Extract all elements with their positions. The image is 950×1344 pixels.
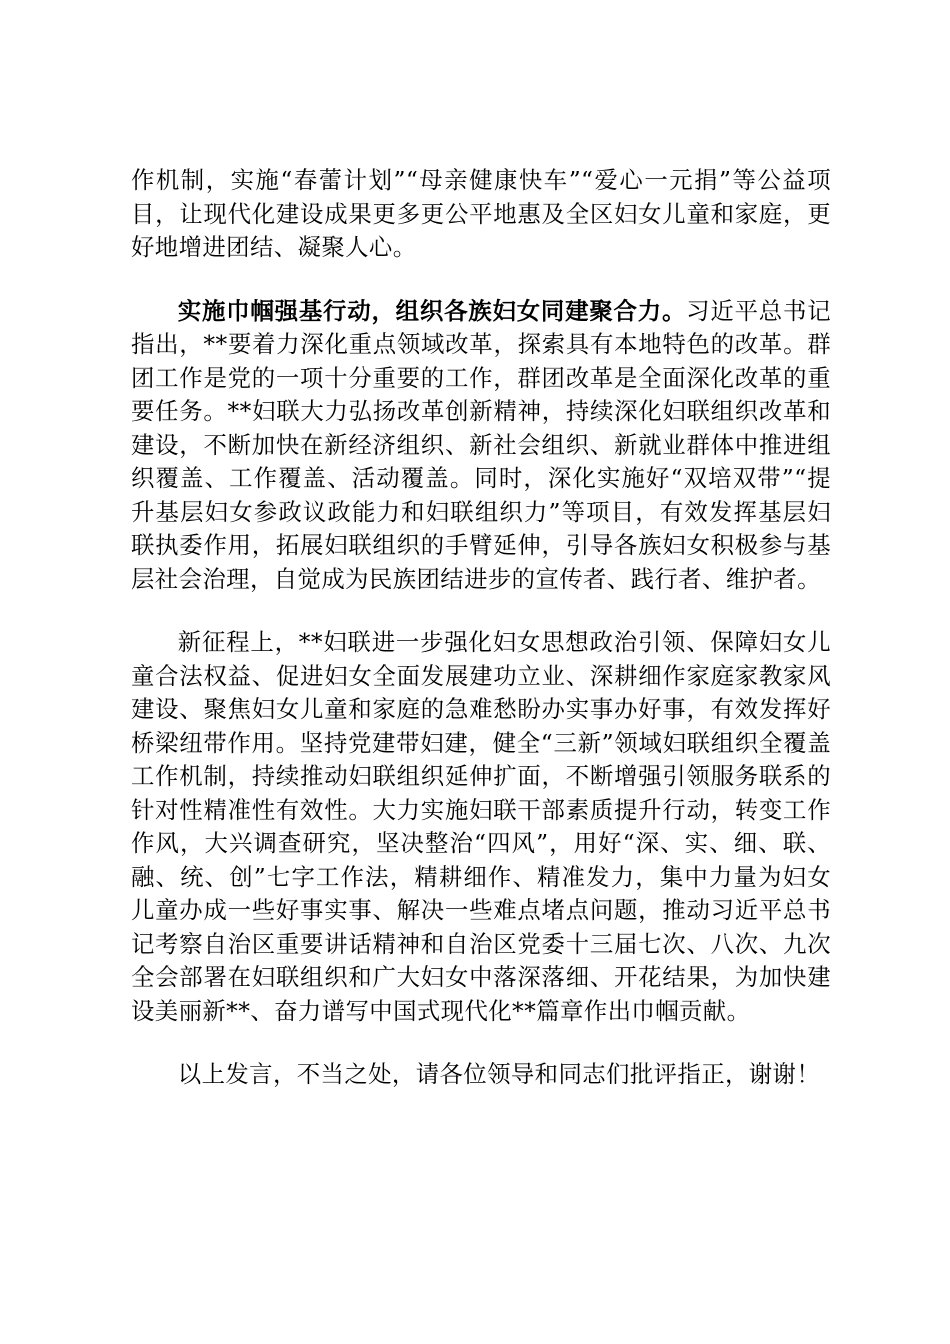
paragraph-text: 以上发言，不当之处，请各位领导和同志们批评指正，谢谢！: [177, 1060, 821, 1088]
paragraph-text: 习近平总书记指出，**要着力深化重点领域改革，探索具有本地特色的改革。群团工作是党的一项十分重要的工作，群团改革是全面深化改革的重要任务。**妇联大力弘扬改革创新精神，持续深化妇联组织改革和建设，不断加快在新经济组织、新社会组织、新就业群体中推进组织覆盖、工作覆盖、活动覆盖。同时，深化实施好“双培双带”“提升基层妇女参政议政能力和妇联组织力”等项目，有效发挥基层妇联执委作用，拓展妇联组织的手臂延伸，引导各族妇女积极参与基层社会治理，自觉成为民族团结进步的宣传者、践行者、维护者。: [131, 296, 831, 593]
paragraph-closing: [131, 1058, 831, 1092]
paragraph-empowerment-action: [131, 295, 831, 597]
document-page: [131, 164, 831, 1122]
paragraph-text: 新征程上，**妇联进一步强化妇女思想政治引领、保障妇女儿童合法权益、促进妇女全面发展建功立业、深耕细作家庭家教家风建设、聚焦妇女儿童和家庭的急难愁盼办实事办好事，有效发挥好桥梁纽带作用。坚持党建带妇建，健全“三新”领域妇联组织全覆盖工作机制，持续推动妇联组织延伸扩面，不断增强引领服务联系的针对性精准性有效性。大力实施妇联干部素质提升行动，转变工作作风，大兴调查研究，坚决整治“四风”，用好“深、实、细、联、融、统、创”七字工作法，精耕细作、精准发力，集中力量为妇女儿童办成一些好事实事、解决一些难点堵点问题，推动习近平总书记考察自治区重要讲话精神和自治区党委十三届七次、八次、九次全会部署在妇联组织和广大妇女中落深落细、开花结果，为加快建设美丽新**、奋力谱写中国式现代化**篇章作出巾帼贡献。: [131, 628, 831, 1025]
paragraph-new-journey: [131, 626, 831, 1028]
paragraph-continuation: [131, 164, 831, 265]
paragraph-heading: 实施巾帼强基行动，组织各族妇女同建聚合力。: [177, 296, 687, 325]
paragraph-text: 作机制，实施“春蕾计划”“母亲健康快车”“爱心一元捐”等公益项目，让现代化建设成果更多更公平地惠及全区妇女儿童和家庭，更好地增进团结、凝聚人心。: [131, 166, 831, 261]
